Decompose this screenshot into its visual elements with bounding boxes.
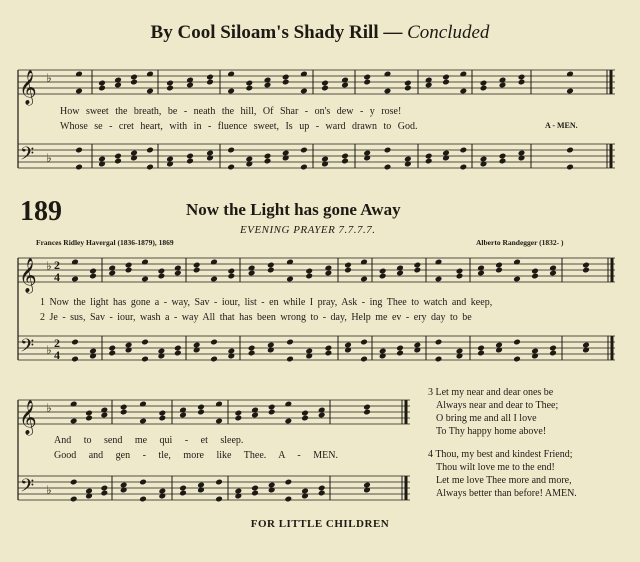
flat-icon: ♭ (46, 151, 52, 165)
bass-note (120, 482, 128, 489)
flat-icon: ♭ (46, 259, 52, 273)
treble-note (268, 404, 276, 411)
treble-note (235, 410, 243, 417)
bass-note (245, 156, 253, 163)
treble-note (197, 404, 205, 411)
treble-note (582, 267, 590, 274)
treble-note (197, 409, 205, 416)
top-lyrics-line-2: Whose se - cret heart, with in - fluence sweet, Is up - ward drawn to God. (60, 121, 418, 132)
treble-note (531, 268, 539, 275)
bass-note (248, 345, 256, 352)
bass-note (186, 158, 194, 165)
treble-note (286, 276, 294, 283)
top-hymn-title: By Cool Siloam's Shady Rill — Concluded (150, 22, 490, 43)
treble-note (179, 412, 187, 419)
treble-note (460, 88, 468, 95)
treble-note (159, 410, 167, 417)
treble-clef-icon: 𝄞 (19, 258, 37, 293)
bass-note (363, 150, 371, 157)
bass-note (251, 490, 259, 497)
concluded-label: Concluded (407, 22, 490, 43)
treble-note (186, 82, 194, 89)
bass-note (566, 147, 574, 154)
treble-note (480, 85, 488, 92)
treble-note (158, 268, 166, 275)
treble-note (245, 85, 253, 92)
treble-note (268, 409, 276, 416)
flat-icon: ♭ (46, 71, 52, 85)
bass-note (360, 339, 368, 346)
bass-note (404, 156, 412, 163)
treble-note (363, 409, 371, 416)
bass-note (513, 339, 521, 346)
bass-note (108, 345, 116, 352)
bass-note (379, 348, 387, 355)
bass-note (305, 348, 313, 355)
treble-note (379, 268, 387, 275)
bass-note (286, 356, 294, 363)
bass-note (435, 339, 443, 346)
bass-note (89, 348, 97, 355)
bass-note (174, 345, 182, 352)
tune-name: EVENING PRAYER 7.7.7.7. (240, 224, 376, 236)
treble-note (321, 85, 329, 92)
top-amen: A - MEN. (545, 121, 578, 130)
bass-note (141, 339, 149, 346)
treble-note (396, 270, 404, 277)
treble-note (456, 273, 464, 280)
treble-note (158, 273, 166, 280)
treble-note (477, 270, 485, 277)
bass-note (414, 342, 422, 349)
bass-note (442, 150, 450, 157)
treble-note (108, 270, 116, 277)
bass-note (341, 153, 349, 160)
bass-note (179, 490, 187, 497)
treble-note (495, 267, 503, 274)
flat-icon: ♭ (46, 483, 52, 497)
top-lyrics-line-1: How sweet the breath, be - neath the hill, Of Shar - on's dew - y rose! (60, 106, 402, 117)
bass-note (435, 356, 443, 363)
treble-note (321, 80, 329, 87)
time-signature: 4 (54, 348, 60, 362)
hymn-lyrics-b2: Good and gen - tle, more like Thee. A - MEN. (54, 450, 338, 461)
bass-note (141, 356, 149, 363)
hymn-lyrics-a1: 1 Now the light has gone a - way, Sav - iour, list - en while I pray, Ask - ing Thee to watch and keep, (40, 297, 493, 308)
section-footer: FOR LITTLE CHILDREN (250, 518, 390, 530)
treble-note (301, 415, 309, 422)
treble-note (456, 268, 464, 275)
bass-note (325, 350, 333, 357)
verse-3-line: O bring me and all I love (436, 413, 537, 424)
treble-note (325, 270, 333, 277)
verse-4 (428, 448, 577, 500)
bass-note (158, 348, 166, 355)
bass-note (179, 485, 187, 492)
verse-3-line: To Thy happy home above! (436, 426, 547, 437)
treble-note (75, 88, 83, 95)
treble-note (435, 276, 443, 283)
bass-note (98, 156, 106, 163)
bass-note (566, 164, 574, 171)
treble-note (285, 418, 293, 425)
bass-note (174, 350, 182, 357)
bass-note (360, 356, 368, 363)
treble-note (98, 80, 106, 87)
treble-note (235, 415, 243, 422)
bass-note (70, 479, 78, 486)
bass-note (75, 164, 83, 171)
verse-4-line: Let me love Thee more and more, (436, 475, 572, 486)
treble-note (130, 79, 138, 86)
treble-note (379, 273, 387, 280)
bass-note (344, 342, 352, 349)
bass-note (206, 150, 214, 157)
bass-note (325, 345, 333, 352)
bass-note (251, 485, 259, 492)
bass-note (495, 342, 503, 349)
bass-note (71, 356, 79, 363)
bass-note (384, 147, 392, 154)
bass-note (193, 342, 201, 349)
verse-3-line: 3 Let my near and dear ones be (428, 387, 554, 398)
treble-note (114, 82, 122, 89)
bass-note (139, 496, 147, 503)
treble-note (425, 82, 433, 89)
treble-note (499, 82, 507, 89)
treble-note (282, 79, 290, 86)
bass-note (101, 490, 109, 497)
bass-note (159, 488, 167, 495)
treble-note (89, 268, 97, 275)
treble-note (404, 85, 412, 92)
bass-note (301, 488, 309, 495)
time-signature: 4 (54, 270, 60, 284)
treble-note (480, 80, 488, 87)
treble-note (130, 74, 138, 81)
treble-note (193, 267, 201, 274)
treble-note (166, 80, 174, 87)
treble-note (89, 273, 97, 280)
bass-note (425, 153, 433, 160)
treble-note (174, 270, 182, 277)
treble-note (341, 82, 349, 89)
bass-note (130, 150, 138, 157)
treble-note (120, 404, 128, 411)
treble-note (227, 88, 235, 95)
flat-icon: ♭ (46, 343, 52, 357)
treble-clef-icon: 𝄞 (19, 70, 37, 105)
bass-note (146, 147, 154, 154)
hymn-number: 189 (20, 196, 62, 227)
bass-note (108, 350, 116, 357)
treble-note (344, 267, 352, 274)
treble-note (125, 267, 133, 274)
bass-note (146, 164, 154, 171)
treble-note (442, 79, 450, 86)
bass-note (210, 356, 218, 363)
bass-clef-icon: 𝄢 (20, 144, 35, 169)
treble-note (318, 412, 326, 419)
treble-note (228, 268, 236, 275)
treble-note (71, 276, 79, 283)
verse-3-line: Always near and dear to Thee; (436, 400, 559, 411)
bass-note (264, 158, 272, 165)
bass-note (318, 485, 326, 492)
bass-note (341, 158, 349, 165)
treble-note (363, 404, 371, 411)
bass-note (549, 345, 557, 352)
bass-note (396, 350, 404, 357)
bass-note (531, 348, 539, 355)
bass-note (396, 345, 404, 352)
time-signature: 2 (54, 336, 60, 350)
treble-note (120, 409, 128, 416)
treble-note (70, 418, 78, 425)
treble-note (193, 262, 201, 269)
treble-note (159, 415, 167, 422)
treble-note (146, 88, 154, 95)
bass-clef-icon: 𝄢 (20, 476, 35, 501)
bass-note (460, 164, 468, 171)
treble-note (566, 88, 574, 95)
top-hymn-title-text: By Cool Siloam's Shady Rill (150, 22, 379, 43)
bass-note (228, 348, 236, 355)
bass-note (125, 342, 133, 349)
verse-4-line: Thou wilt love me to the end! (436, 462, 555, 473)
bass-note (518, 150, 526, 157)
bass-note (75, 147, 83, 154)
treble-note (442, 74, 450, 81)
bass-note (513, 356, 521, 363)
bass-note (282, 150, 290, 157)
bass-note (85, 488, 93, 495)
bass-note (227, 147, 235, 154)
bass-note (321, 156, 329, 163)
treble-note (414, 262, 422, 269)
bass-note (264, 153, 272, 160)
bass-note (139, 479, 147, 486)
treble-note (101, 412, 109, 419)
bass-note (210, 339, 218, 346)
treble-note (360, 276, 368, 283)
bass-note (248, 350, 256, 357)
treble-note (531, 273, 539, 280)
treble-note (206, 79, 214, 86)
treble-note (267, 262, 275, 269)
bass-note (235, 488, 243, 495)
bass-note (300, 147, 308, 154)
bass-note (166, 156, 174, 163)
treble-note (98, 85, 106, 92)
treble-note (215, 418, 223, 425)
bass-note (499, 158, 507, 165)
bass-note (456, 348, 464, 355)
bass-note (480, 156, 488, 163)
treble-note (305, 273, 313, 280)
treble-note (305, 268, 313, 275)
flat-icon: ♭ (46, 401, 52, 415)
treble-note (206, 74, 214, 81)
verse-4-line: Always better than before! AMEN. (436, 488, 577, 499)
treble-note (166, 85, 174, 92)
treble-note (513, 276, 521, 283)
composer-credit: Alberto Randegger (1832- ) (476, 238, 564, 247)
treble-note (414, 267, 422, 274)
hymn-title: Now the Light has gone Away (186, 200, 401, 219)
treble-note (495, 262, 503, 269)
bass-note (114, 153, 122, 160)
treble-note (344, 262, 352, 269)
bass-note (101, 485, 109, 492)
treble-note (125, 262, 133, 269)
bass-note (114, 158, 122, 165)
bass-note (460, 147, 468, 154)
bass-note (363, 482, 371, 489)
author-credit: Frances Ridley Havergal (1836-1879), 1869 (36, 238, 174, 247)
treble-note (251, 412, 259, 419)
treble-note (301, 410, 309, 417)
bass-note (285, 496, 293, 503)
bass-note (499, 153, 507, 160)
bass-note (268, 482, 276, 489)
treble-note (300, 88, 308, 95)
bass-note (70, 496, 78, 503)
bass-note (477, 350, 485, 357)
treble-note (363, 79, 371, 86)
bass-note (582, 342, 590, 349)
treble-clef-icon: 𝄞 (19, 400, 37, 435)
bass-note (71, 339, 79, 346)
bass-note (477, 345, 485, 352)
verse-4-line: 4 Thou, my best and kindest Friend; (428, 449, 573, 460)
treble-note (210, 276, 218, 283)
bass-note (197, 482, 205, 489)
treble-note (85, 415, 93, 422)
bass-note (549, 350, 557, 357)
treble-note (248, 270, 256, 277)
treble-note (139, 418, 147, 425)
treble-note (518, 79, 526, 86)
treble-note (282, 74, 290, 81)
treble-note (264, 82, 272, 89)
hymn-lyrics-b1: And to send me qui - et sleep. (54, 435, 244, 446)
treble-note (549, 270, 557, 277)
bass-note (215, 479, 223, 486)
bass-note (384, 164, 392, 171)
treble-note (384, 88, 392, 95)
treble-note (245, 80, 253, 87)
treble-note (363, 74, 371, 81)
bass-note (186, 153, 194, 160)
bass-note (285, 479, 293, 486)
bass-note (425, 158, 433, 165)
bass-note (227, 164, 235, 171)
treble-note (267, 267, 275, 274)
treble-note (404, 80, 412, 87)
hymn-lyrics-a2: 2 Je - sus, Sav - iour, wash a - way All that has been wrong to - day, Help me ev - ery day to be (40, 312, 472, 323)
bass-note (215, 496, 223, 503)
treble-note (228, 273, 236, 280)
bass-note (286, 339, 294, 346)
treble-note (85, 410, 93, 417)
bass-note (267, 342, 275, 349)
treble-note (518, 74, 526, 81)
bass-clef-icon: 𝄢 (20, 336, 35, 361)
treble-note (141, 276, 149, 283)
bass-note (300, 164, 308, 171)
treble-note (582, 262, 590, 269)
verse-3 (428, 386, 558, 438)
bass-note (318, 490, 326, 497)
time-signature: 2 (54, 258, 60, 272)
